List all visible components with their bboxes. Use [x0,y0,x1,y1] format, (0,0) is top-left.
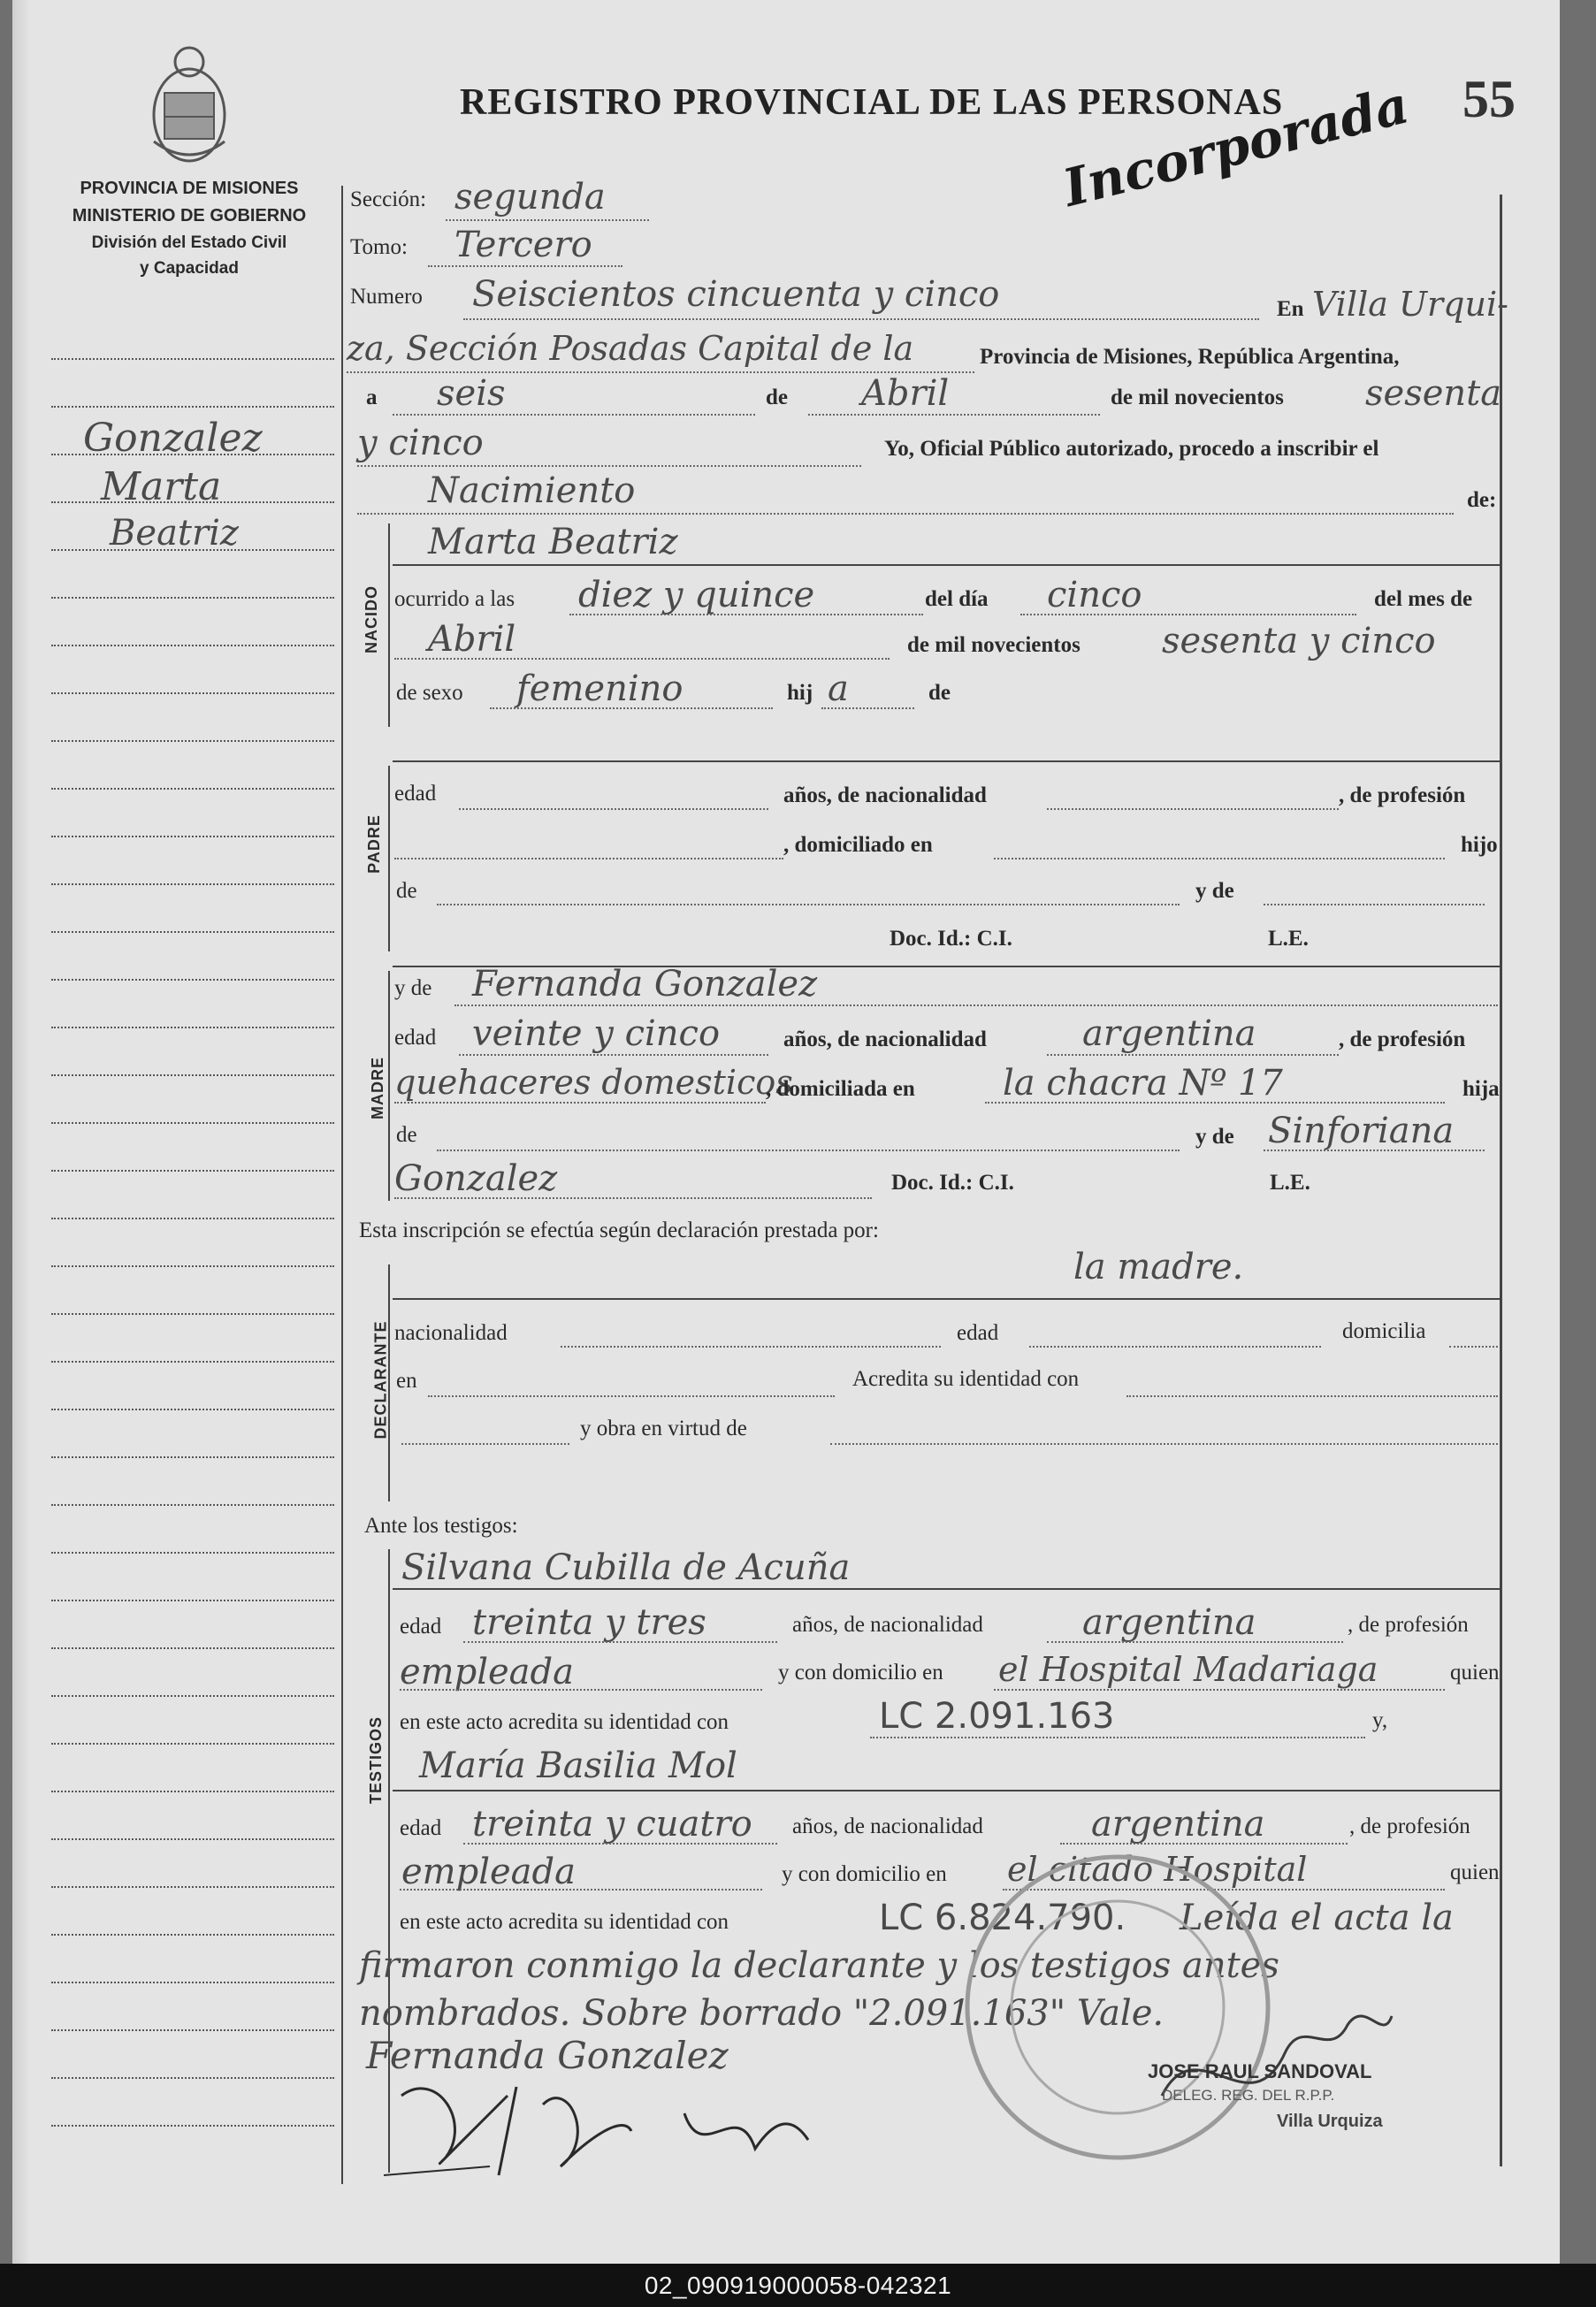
dotline [994,858,1445,859]
margin-rule-line [51,406,334,408]
margin-rule-line [51,1027,334,1028]
dotline [394,1102,766,1104]
dotline [808,414,1100,416]
seal-office: Villa Urquiza [1277,2112,1383,2131]
signature-oficial-icon [1126,1919,1409,2184]
value-madre-prof: quehaceres domesticos [394,1063,793,1102]
label-le-madre: L.E. [1270,1171,1310,1195]
value-mes-nac: Abril [428,619,516,660]
side-label-padre: PADRE [364,814,383,874]
label-quien-t2: quien [1450,1860,1500,1884]
dotline [437,904,1180,905]
rule [393,1588,1502,1590]
margin-name-1: Marta [101,464,222,509]
value-madre-dom: la chacra Nº 17 [1003,1063,1283,1104]
value-seccion: segunda [454,177,606,218]
rule [393,564,1502,566]
label-de-padre: de [396,879,417,903]
label-a: a [366,386,378,409]
left-heading-1: PROVINCIA DE MISIONES [80,179,299,198]
margin-rule-line [51,1313,334,1315]
dotline [463,1641,777,1643]
margin-rule-line [51,1982,334,1983]
signature-madre: Fernanda Gonzalez [366,2034,729,2077]
dotline [357,513,1454,515]
margin-rule-line [51,1934,334,1936]
label-doc-padre: Doc. Id.: C.I. [890,927,1012,951]
dotline [437,1150,1180,1151]
value-lugar-cont: za, Sección Posadas Capital de la [347,329,914,368]
label-hij: hij [787,681,813,705]
margin-rule-line [51,1409,334,1410]
margin-rule-line [51,1552,334,1554]
value-madre-nac: argentina [1082,1013,1256,1054]
label-doc-madre: Doc. Id.: C.I. [891,1171,1014,1195]
label-domicilia: domicilia [1342,1319,1426,1343]
label-seccion: Sección: [350,187,427,211]
margin-rule-line [51,645,334,646]
rule [388,971,390,1201]
page-number: 55 [1462,70,1516,128]
label-yo: Yo, Oficial Público autorizado, procedo a inscribir el [884,437,1379,461]
right-border [1500,195,1502,2166]
value-t1-dom: el Hospital Madariaga [998,1650,1378,1689]
margin-rule-line [51,2077,334,2079]
value-t2-doc: LC 6.824.790. [879,1898,1126,1938]
margin-rule-line [51,1743,334,1745]
value-nombre: Marta Beatriz [428,522,678,562]
value-declarante: la madre. [1073,1247,1244,1287]
margin-rule-line [51,597,334,599]
label-en: En [1277,297,1304,321]
dotline [459,1054,768,1056]
dotline [821,707,914,709]
rule [388,523,390,727]
value-hora: diez y quince [578,575,815,615]
margin-rule-line [51,883,334,885]
margin-rule-line [51,2029,334,2031]
margin-surname: Gonzalez [83,416,263,461]
label-esta-inscripcion: Esta inscripción se efectúa según declaración prestada por: [359,1218,879,1242]
label-ocurrido: ocurrido a las [394,587,515,611]
dotline [393,414,755,416]
label-le-padre: L.E. [1268,927,1309,951]
label-prof-t1: , de profesión [1348,1613,1469,1637]
margin-rule-line [51,692,334,694]
value-madre-edad: veinte y cinco [472,1013,721,1054]
value-t1-doc: LC 2.091.163 [879,1696,1115,1737]
label-de-colon: de: [1467,488,1497,512]
dotline [394,658,890,660]
side-label-testigos: TESTIGOS [367,1715,386,1805]
value-dia: seis [437,373,506,414]
value-mes: Abril [861,373,950,414]
dotline [994,1689,1445,1691]
label-acredita: Acredita su identidad con [852,1367,1080,1391]
dotline [394,1197,872,1199]
dotline [400,1689,762,1691]
dotline [459,808,768,810]
value-madre-nombre: Fernanda Gonzalez [472,964,818,1005]
seal-role: DELEG. REG. DEL R.P.P. [1162,2087,1335,2104]
label-de2: de [928,681,951,705]
label-y-de-madre: y de [394,976,432,1000]
margin-rule-line [51,1122,334,1124]
dotline [985,1102,1445,1104]
dotline [1047,1641,1343,1643]
label-de-mil: de mil novecientos [1111,386,1284,409]
margin-rule-line [51,1504,334,1506]
value-t1-nac: argentina [1082,1602,1256,1643]
margin-rule-line [51,1600,334,1601]
image-id-footer: 02_090919000058-042321 [0,2264,1596,2307]
label-anos-t1: años, de nacionalidad [792,1613,983,1637]
label-quien-t1: quien [1450,1661,1500,1684]
dotline [569,614,923,615]
label-prof-padre: , de profesión [1339,783,1466,807]
left-header [39,175,340,282]
margin-rule-line [51,1647,334,1649]
side-label-madre: MADRE [369,1057,386,1119]
value-t2-dom: el citado Hospital [1007,1850,1308,1889]
label-en-decl: en [396,1369,417,1393]
label-prof-madre: , de profesión [1339,1027,1466,1051]
label-hija: hija [1462,1077,1500,1101]
value-anio-nac: sesenta y cinco [1162,621,1436,661]
margin-rule-line [51,1886,334,1888]
label-hijo: hijo [1461,833,1498,857]
seal-name: JOSE RAUL SANDOVAL [1148,2060,1372,2082]
margin-rule-line [51,788,334,790]
value-firmaron-1: firmaron conmigo la declarante y los testigos antes [359,1945,1279,1986]
label-edad-madre: edad [394,1026,437,1050]
value-t2-prof: empleada [401,1852,576,1892]
value-anio-cont: y cinco [357,423,484,463]
label-de-madre: de [396,1123,417,1147]
dotline [446,219,649,221]
value-testigo2: María Basilia Mol [419,1746,737,1786]
margin-rule-line [51,1361,334,1363]
margin-rule-line [51,1265,334,1267]
dotline [1126,1395,1498,1397]
dotline [463,1843,777,1845]
stamp-incorporada: Incorporada [1057,74,1415,218]
rule [388,766,390,951]
label-del-dia: del día [925,587,989,611]
value-tomo: Tercero [454,225,592,265]
label-domiciliada: , domiciliada en [766,1077,915,1101]
label-edad-t2: edad [400,1816,442,1840]
label-domicilio-t1: y con domicilio en [778,1661,943,1684]
label-anos-padre: años, de nacionalidad [783,783,987,807]
value-t1-edad: treinta y tres [472,1602,706,1643]
margin-rule-line [51,1838,334,1840]
value-anio: sesenta [1365,373,1502,414]
rule [393,760,1502,762]
value-testigo1: Silvana Cubilla de Acuña [401,1547,851,1588]
rule [393,1298,1502,1300]
value-leida: Leída el acta la [1180,1898,1454,1938]
label-acto-t1: en este acto acredita su identidad con [400,1710,729,1734]
dotline [454,1005,1498,1006]
left-heading-2: MINISTERIO DE GOBIERNO [72,206,307,225]
value-madre-abuela: Sinforiana [1268,1111,1455,1151]
dotline [1029,1346,1321,1348]
dotline [428,265,622,267]
margin-rule-line [51,1170,334,1172]
register-page [12,0,1560,2264]
label-anos-madre: años, de nacionalidad [783,1027,987,1051]
value-t2-edad: treinta y cuatro [472,1804,752,1845]
label-del-mes: del mes de [1374,587,1473,611]
dotline [400,1889,762,1891]
dotline [1264,904,1485,905]
label-edad-padre: edad [394,782,437,806]
value-firmaron-2: nombrados. Sobre borrado "2.091.163" Vale. [359,1993,1165,2034]
dotline [1449,1346,1498,1348]
label-nacionalidad-decl: nacionalidad [394,1321,508,1345]
label-domiciliado: , domiciliado en [783,833,933,857]
margin-name-2: Beatriz [110,513,239,554]
dotline [1047,1054,1339,1056]
left-heading-4: y Capacidad [140,259,239,279]
coat-of-arms-icon [145,35,233,168]
margin-rule-line [51,1456,334,1458]
left-border [341,186,343,2184]
label-domicilio-t2: y con domicilio en [782,1862,947,1886]
label-numero: Numero [350,285,423,309]
dotline [561,1346,941,1348]
label-provincia: Provincia de Misiones, República Argentina, [980,345,1400,369]
dotline [357,465,861,467]
label-de: de [766,386,788,409]
label-y-de-abuela: y de [1195,1125,1234,1149]
label-edad-decl: edad [957,1321,999,1345]
dotline [870,1737,1365,1738]
margin-rule-line [51,1791,334,1792]
dotline [1047,808,1339,810]
dotline [1020,614,1356,615]
dotline [463,318,1259,320]
value-madre-abuela-ap: Gonzalez [394,1158,558,1199]
margin-rule-line [51,2125,334,2127]
value-numero: Seiscientos cincuenta y cinco [472,274,1000,315]
value-acto: Nacimiento [428,470,636,511]
rule [393,1790,1502,1791]
dotline [830,1443,1498,1445]
value-sexo: femenino [516,668,683,709]
side-label-declarante: DECLARANTE [371,1320,390,1440]
document-title: REGISTRO PROVINCIAL DE LAS PERSONAS [460,82,1284,123]
label-anos-t2: años, de nacionalidad [792,1814,983,1838]
left-heading-3: División del Estado Civil [91,233,287,252]
label-obra: y obra en virtud de [580,1417,747,1440]
value-en-lugar: Villa Urqui- [1312,285,1508,324]
signatures-icon [366,2060,826,2193]
label-tomo: Tomo: [350,235,408,259]
value-hij-suffix: a [828,668,849,709]
value-t1-prof: empleada [400,1652,574,1692]
side-label-nacido: NACIDO [363,585,380,653]
label-ante: Ante los testigos: [364,1514,518,1538]
label-prof-t2: , de profesión [1349,1814,1470,1838]
margin-rule-line [51,1695,334,1697]
value-dia-nac: cinco [1047,575,1142,615]
margin-rule-line [51,836,334,837]
label-acto-t2: en este acto acredita su identidad con [400,1910,729,1934]
margin-rule-line [51,931,334,933]
label-y-de-padre: y de [1195,879,1234,903]
label-sexo: de sexo [396,681,463,705]
dotline [1264,1150,1485,1151]
label-de-mil-2: de mil novecientos [907,633,1081,657]
label-y-comma: y, [1372,1708,1388,1732]
margin-rule-line [51,358,334,360]
label-edad-t1: edad [400,1615,442,1639]
dotline [428,1395,835,1397]
margin-rule-line [51,740,334,742]
margin-rule-line [51,979,334,981]
dotline [401,1443,569,1445]
dotline [490,707,773,709]
value-t2-nac: argentina [1091,1804,1265,1845]
margin-rule-line [51,1074,334,1076]
dotline [394,858,783,859]
margin-rule-line [51,1218,334,1219]
